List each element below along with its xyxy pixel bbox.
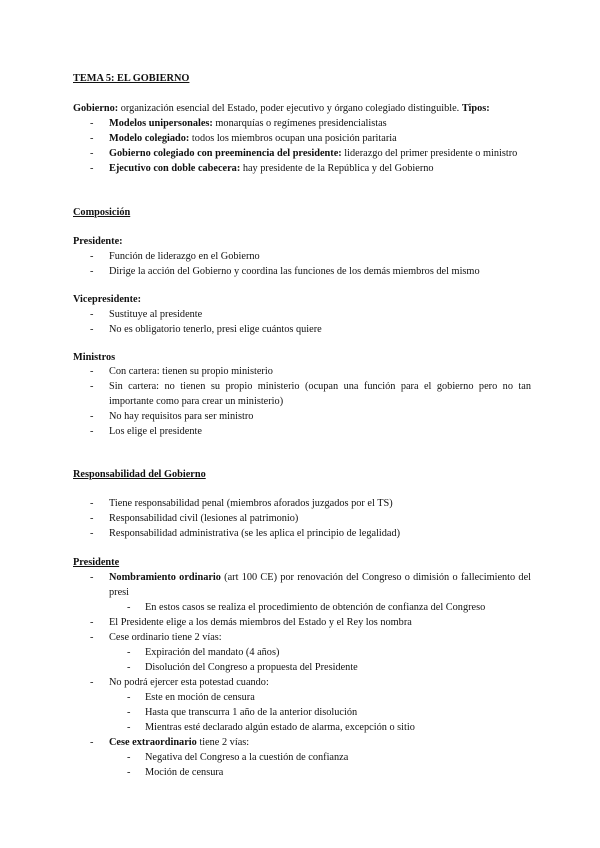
nested-list — [109, 690, 531, 735]
list-item: - Ejecutivo con doble cabecera: hay presidente de la República y del Gobierno — [73, 161, 531, 176]
list-item: - Tiene responsabilidad penal (miembros aforados juzgados por el TS) — [73, 496, 531, 511]
section-heading-responsabilidad: Responsabilidad del Gobierno — [73, 469, 206, 480]
ministros-list — [73, 364, 531, 439]
subheading-presidente: Presidente: — [73, 236, 123, 247]
list-item: - Con cartera: tienen su propio ministerio — [73, 364, 531, 379]
nested-list — [109, 750, 531, 780]
presidente-sec-list — [73, 570, 531, 780]
vicepresidente-list — [73, 307, 531, 337]
nested-list — [109, 645, 531, 675]
list-item: - Los elige el presidente — [73, 424, 531, 439]
list-item: - Expiración del mandato (4 años) — [109, 645, 531, 660]
list-item: - Disolución del Congreso a propuesta del Presidente — [109, 660, 531, 675]
section-heading-presidente: Presidente — [73, 557, 120, 568]
list-item: - Sustituye al presidente — [73, 307, 531, 322]
list-item: - Sin cartera: no tienen su propio ministerio (ocupan una función para el gobierno pero no tan importante como para crear un ministerio) — [73, 379, 531, 409]
list-item: - Cese extraordinario tiene 2 vías: - Negativa del Congreso a la cuestión de confianza - Moción de censura — [73, 735, 531, 780]
list-item: - El Presidente elige a los demás miembros del Estado y el Rey los nombra — [73, 615, 531, 630]
subheading-ministros: Ministros — [73, 352, 116, 363]
list-item: - Cese ordinario tiene 2 vías: - Expiración del mandato (4 años) - Disolución del Congreso a propuesta del Presidente — [73, 630, 531, 675]
list-item: - Este en moción de censura — [109, 690, 531, 705]
list-item: - Moción de censura — [109, 765, 531, 780]
intro-tipos: Tipos: — [461, 103, 490, 114]
list-item: - Responsabilidad administrativa (se les aplica el principio de legalidad) — [73, 526, 531, 541]
nested-list — [109, 600, 531, 615]
list-item: - No hay requisitos para ser ministro — [73, 409, 531, 424]
page-title: TEMA 5: EL GOBIERNO — [73, 73, 190, 84]
section-heading-composicion: Composición — [73, 207, 131, 218]
presidente-list — [73, 249, 531, 279]
list-item: - Responsabilidad civil (lesiones al patrimonio) — [73, 511, 531, 526]
list-item: - Gobierno colegiado con preeminencia del presidente: liderazgo del primer presidente o ministro — [73, 146, 531, 161]
list-item: - Función de liderazgo en el Gobierno — [73, 249, 531, 264]
intro-term: Gobierno: — [73, 103, 119, 114]
responsabilidad-list — [73, 496, 531, 541]
intro-paragraph — [73, 101, 533, 116]
intro-text: organización esencial del Estado, poder ejecutivo y órgano colegiado distinguible. — [118, 103, 462, 114]
list-item: - Mientras esté declarado algún estado de alarma, excepción o sitio — [109, 720, 531, 735]
subheading-vicepresidente: Vicepresidente: — [73, 294, 142, 305]
list-item: - No es obligatorio tenerlo, presi elige cuántos quiere — [73, 322, 531, 337]
list-item: - Dirige la acción del Gobierno y coordina las funciones de los demás miembros del mismo — [73, 264, 531, 279]
list-item: - No podrá ejercer esta potestad cuando: - Este en moción de censura - Hasta que transcurra 1 año de la anterior disolución - Mientras esté declarado algún estado de alarma, excepción o sitio — [73, 675, 531, 735]
list-item: - Nombramiento ordinario (art 100 CE) por renovación del Congreso o dimisión o fallecimiento del presi - En estos casos se realiza el procedimiento de obtención de confianza del Congreso — [73, 570, 531, 615]
list-item: - Modelo colegiado: todos los miembros ocupan una posición paritaria — [73, 131, 531, 146]
list-item: - Negativa del Congreso a la cuestión de confianza — [109, 750, 531, 765]
tipos-list — [73, 116, 531, 176]
list-item: - En estos casos se realiza el procedimiento de obtención de confianza del Congreso — [109, 600, 531, 615]
list-item: - Hasta que transcurra 1 año de la anterior disolución — [109, 705, 531, 720]
list-item: - Modelos unipersonales: monarquías o regímenes presidencialistas — [73, 116, 531, 131]
